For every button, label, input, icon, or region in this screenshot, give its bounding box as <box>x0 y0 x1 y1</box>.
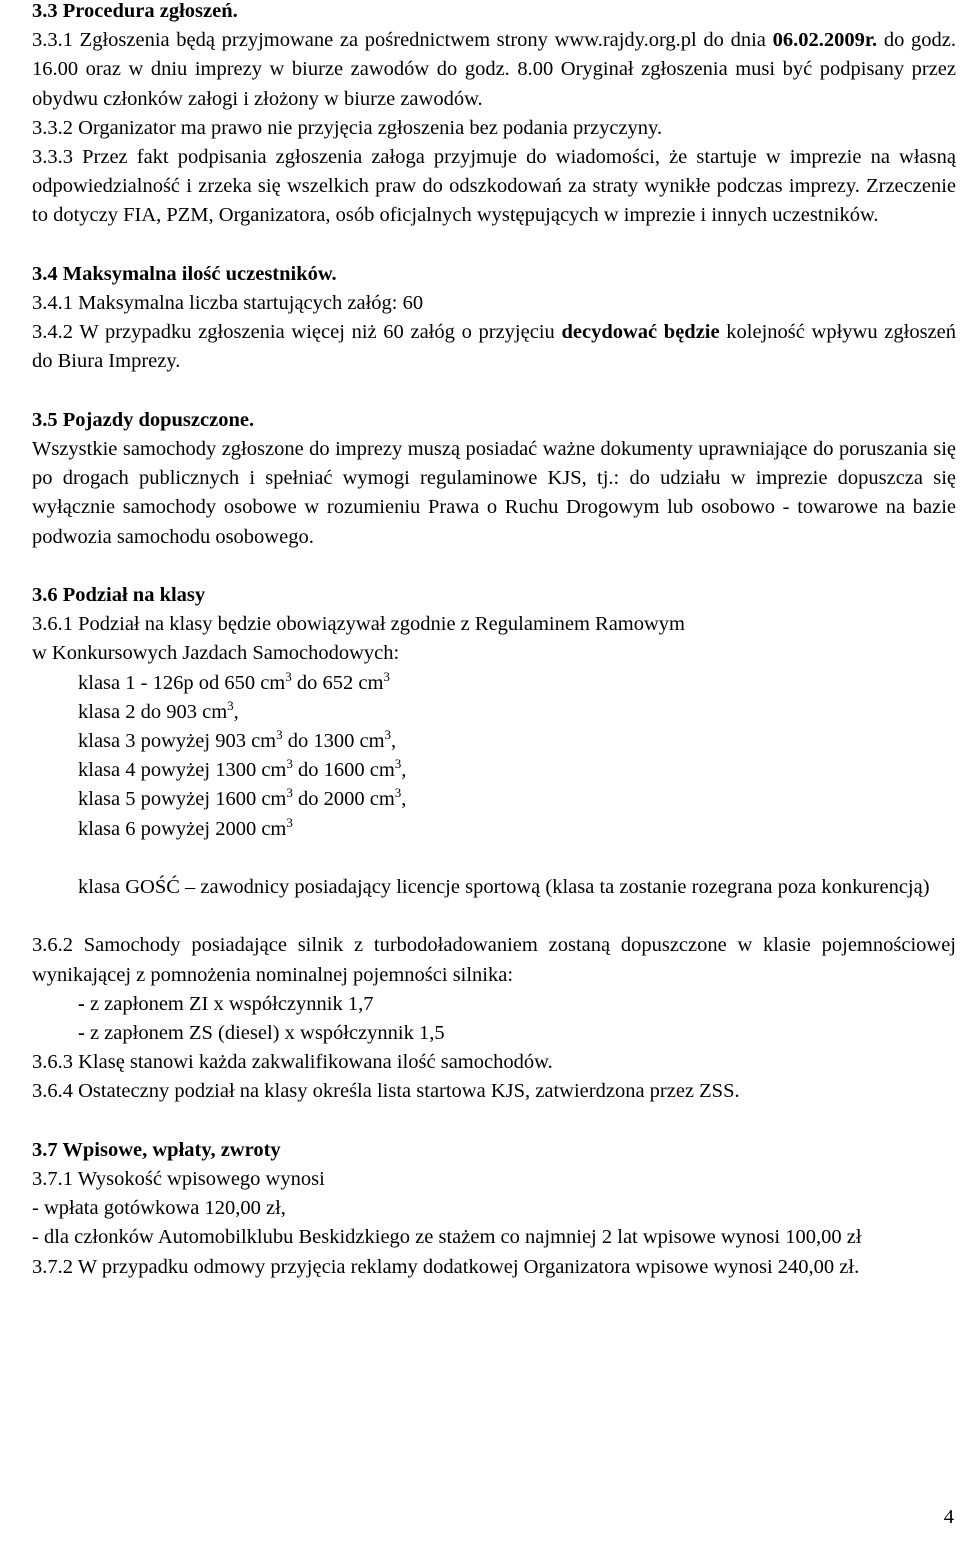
fee-members: - dla członków Automobilklubu Beskidzkiego ze stażem co najmniej 2 lat wpisowe wynosi 100,00 zł <box>32 1226 862 1249</box>
class-5-text-a: klasa 5 powyżej 1600 cm <box>78 788 287 811</box>
class-3-text-a: klasa 3 powyżej 903 cm <box>78 730 277 753</box>
class-5-text-c: , <box>401 788 407 811</box>
paragraph-3-6-1-line2: w Konkursowych Jazdach Samochodowych: <box>32 642 400 665</box>
class-3-text-b: do 1300 cm <box>282 730 385 753</box>
ignition-zs-dash: - <box>78 1022 85 1045</box>
ignition-zs-text: z zapłonem ZS (diesel) x współczynnik 1,5 <box>84 1022 445 1045</box>
paragraph-3-5: Wszystkie samochody zgłoszone do imprezy muszą posiadać ważne dokumenty uprawniające do poruszania się po drogach publicznych i spełniać wymogi regulaminowe KJS, tj.: do udziału w imprezie dopuszcza się wyłącznie samochody osobowe w rozumieniu Prawa o Ruchu Drogowym lub osobowo - towarowe na bazie podwozia samochodu osobowego. <box>32 438 956 548</box>
paragraph-3-3-2: 3.3.2 Organizator ma prawo nie przyjęcia zgłoszenia bez podania przyczyny. <box>32 116 663 139</box>
paragraph-3-3-1 <box>32 26 956 114</box>
class-6 <box>32 815 956 844</box>
class-3-text-c: , <box>391 730 397 753</box>
class-3-sup-a: 3 <box>276 727 283 743</box>
section-heading-3-3: 3.3 Procedura zgłoszeń. <box>32 0 238 22</box>
ignition-zs <box>32 1019 956 1048</box>
class-1-text-a: klasa 1 - 126p od 650 cm <box>78 671 286 694</box>
section-heading-3-6: 3.6 Podział na klasy <box>32 584 206 607</box>
class-4-text-b: do 1600 cm <box>292 759 395 782</box>
section-heading-3-5: 3.5 Pojazdy dopuszczone. <box>32 408 255 431</box>
ignition-zi-text: z zapłonem ZI x współczynnik 1,7 <box>84 992 374 1015</box>
paragraph-3-4-2-text-b: kolejność wpływu zgłoszeń do Biura Imprezy. <box>32 321 957 373</box>
class-6-text-a: klasa 6 powyżej 2000 cm <box>78 817 287 840</box>
paragraph-3-7-2: 3.7.2 W przypadku odmowy przyjęcia reklamy dodatkowej Organizatora wpisowe wynosi 240,00 zł. <box>32 1255 860 1278</box>
class-1-sup-b: 3 <box>383 668 390 684</box>
class-1 <box>32 669 956 698</box>
deadline-date: 06.02.2009r. <box>772 29 878 52</box>
class-4 <box>32 756 956 785</box>
class-2-text-b: , <box>233 700 239 723</box>
paragraph-3-4-2-bold: decydować będzie <box>561 321 720 344</box>
document-page <box>32 0 956 1282</box>
paragraph-3-4-2-text-a: 3.4.2 W przypadku zgłoszenia więcej niż 60 załóg o przyjęciu <box>32 321 562 344</box>
paragraph-3-4-1: 3.4.1 Maksymalna liczba startujących załóg: 60 <box>32 292 424 315</box>
class-1-sup-a: 3 <box>285 668 292 684</box>
class-guest: klasa GOŚĆ – zawodnicy posiadający licencje sportową (klasa ta zostanie rozegrana poza konkurencją) <box>78 876 930 899</box>
paragraph-3-6-1-line1: 3.6.1 Podział na klasy będzie obowiązywał zgodnie z Regulaminem Ramowym <box>32 613 685 636</box>
paragraph-3-6-3: 3.6.3 Klasę stanowi każda zakwalifikowana ilość samochodów. <box>32 1051 553 1074</box>
class-4-text-a: klasa 4 powyżej 1300 cm <box>78 759 287 782</box>
page-number: 4 <box>943 1506 954 1528</box>
class-2-sup: 3 <box>227 697 234 713</box>
class-3-sup-b: 3 <box>384 727 392 743</box>
class-2 <box>32 698 956 727</box>
class-4-sup-b: 3 <box>394 756 402 772</box>
fee-cash: - wpłata gotówkowa 120,00 zł, <box>32 1197 286 1220</box>
paragraph-3-4-2 <box>32 318 956 376</box>
paragraph-3-6-2: 3.6.2 Samochody posiadające silnik z turbodoładowaniem zostaną dopuszczone w klasie pojemnościowej wynikającej z pomnożenia nominalnej pojemności silnika: <box>32 934 956 986</box>
ignition-zi-dash: - <box>78 992 85 1015</box>
class-6-sup: 3 <box>286 814 293 830</box>
class-2-text-a: klasa 2 do 903 cm <box>78 700 228 723</box>
class-5-sup-b: 3 <box>394 785 402 801</box>
class-1-text-b: do 652 cm <box>291 671 384 694</box>
paragraph-3-6-4: 3.6.4 Ostateczny podział na klasy określa lista startowa KJS, zatwierdzona przez ZSS. <box>32 1080 740 1103</box>
paragraph-3-3-1-text-a: 3.3.1 Zgłoszenia będą przyjmowane za pośrednictwem strony www.rajdy.org.pl do dnia <box>32 29 773 52</box>
class-3 <box>32 727 956 756</box>
class-4-sup-a: 3 <box>286 756 293 772</box>
section-heading-3-7: 3.7 Wpisowe, wpłaty, zwroty <box>32 1138 281 1161</box>
class-5-sup-a: 3 <box>286 785 293 801</box>
class-4-text-c: , <box>401 759 407 782</box>
class-5 <box>32 785 956 814</box>
paragraph-3-7-1: 3.7.1 Wysokość wpisowego wynosi <box>32 1168 325 1191</box>
ignition-zi <box>32 990 956 1019</box>
section-heading-3-4: 3.4 Maksymalna ilość uczestników. <box>32 262 337 285</box>
class-5-text-b: do 2000 cm <box>292 788 395 811</box>
paragraph-3-3-1-text-b: do godz. 16.00 oraz w dniu imprezy w biurze zawodów do godz. 8.00 Oryginał zgłoszenia musi być podpisany przez obydwu członków załogi i złożony w biurze zawodów. <box>32 29 956 110</box>
paragraph-3-3-3: 3.3.3 Przez fakt podpisania zgłoszenia załoga przyjmuje do wiadomości, że startuje w imprezie na własną odpowiedzialność i zrzeka się wszelkich praw do odszkodowań za straty wynikłe podczas imprezy. Zrzeczenie to dotyczy FIA, PZM, Organizatora, osób oficjalnych występujących w imprezie i innych uczestników. <box>32 146 956 227</box>
